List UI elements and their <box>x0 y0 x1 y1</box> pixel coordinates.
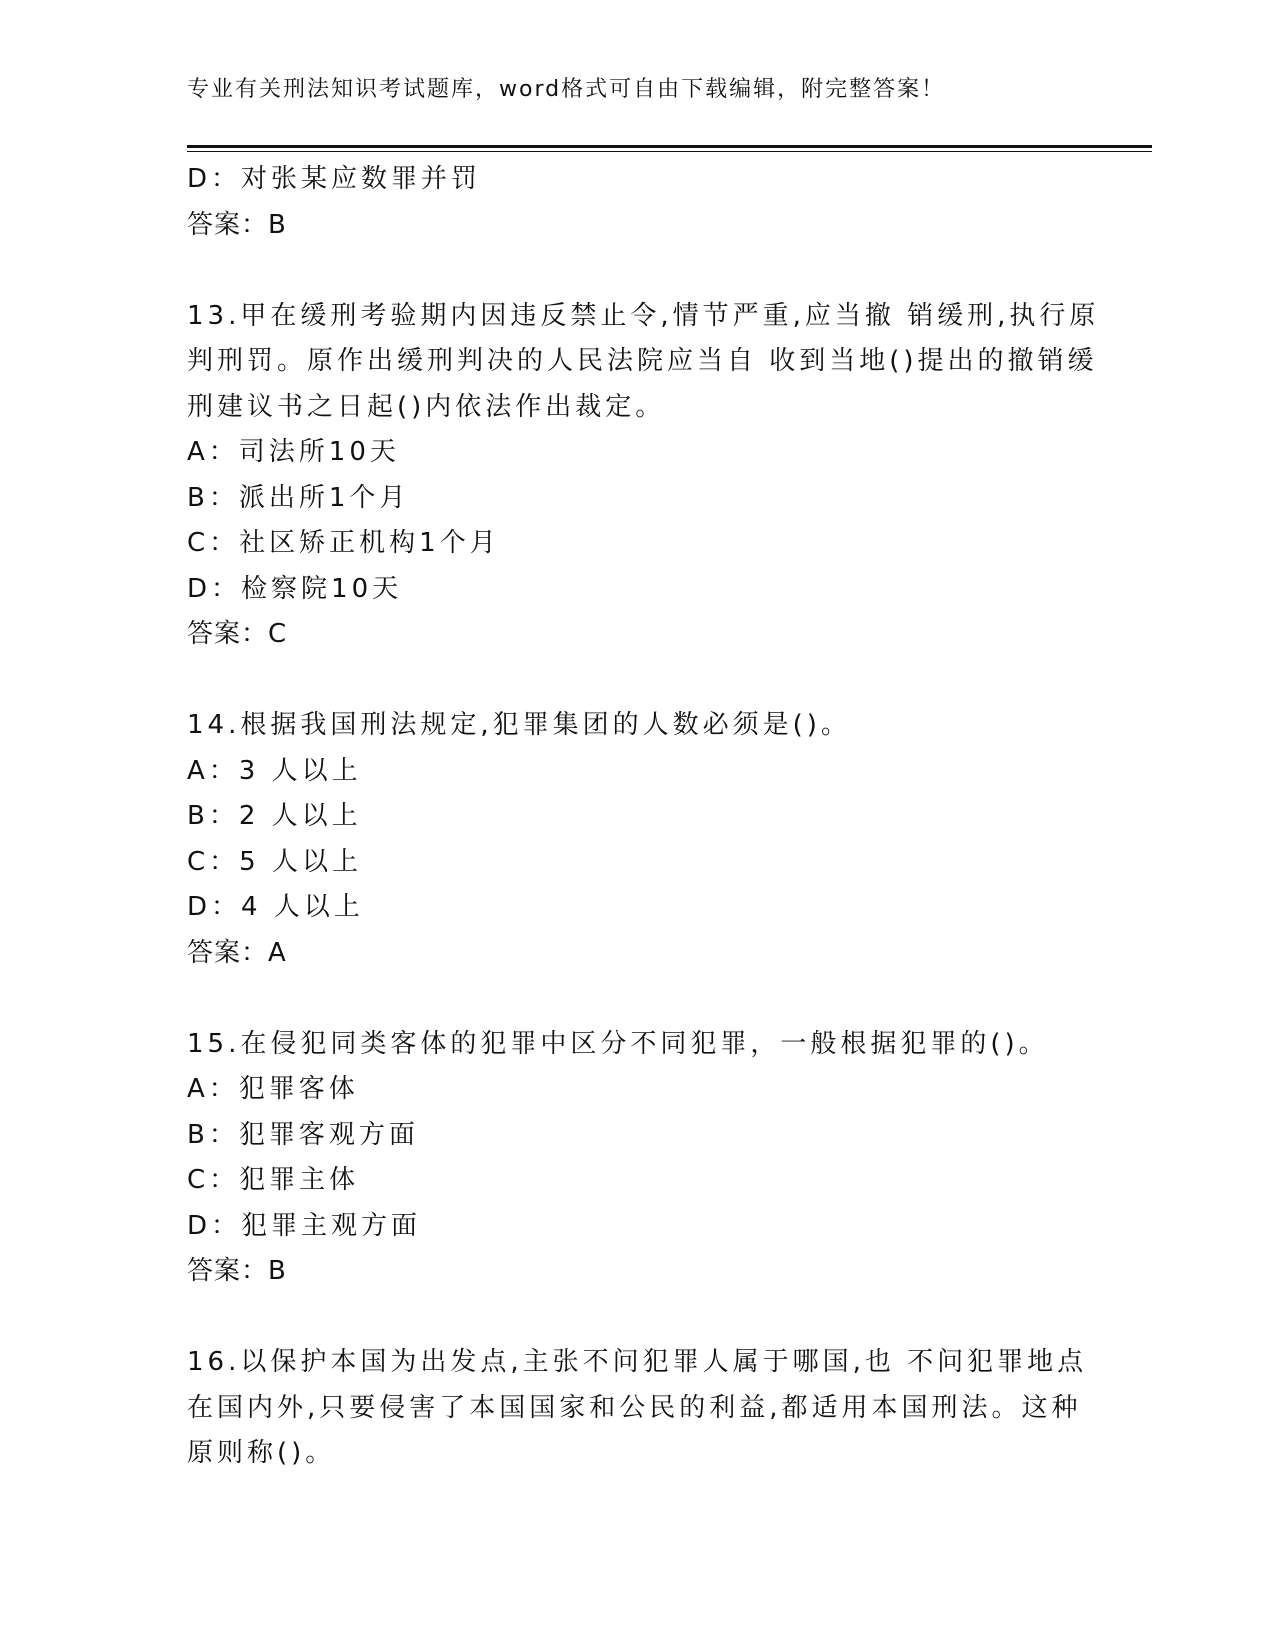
question-12-tail <box>187 157 1117 248</box>
spacer <box>187 1295 1117 1341</box>
question-stem-line: 13.甲在缓刑考验期内因违反禁止令,情节严重,应当撤 销缓刑,执行原 <box>187 300 1100 331</box>
question-stem-line: 15.在侵犯同类客体的犯罪中区分不同犯罪，一般根据犯罪的()。 <box>187 1028 1049 1059</box>
question-16 <box>187 1340 1117 1477</box>
spacer <box>187 976 1117 1022</box>
question-stem-line: 14.根据我国刑法规定,犯罪集团的人数必须是()。 <box>187 710 851 740</box>
answer: 答案：B <box>187 1256 287 1286</box>
option-d: D：检察院10天 <box>187 573 403 604</box>
option-d: D：犯罪主观方面 <box>187 1210 422 1241</box>
option-a: A：犯罪客体 <box>187 1074 359 1104</box>
header-rule-thin <box>187 151 1152 152</box>
question-stem-line: 判刑罚。原作出缓刑判决的人民法院应当自 收到当地()提出的撤销缓 <box>187 346 1098 376</box>
spacer <box>187 658 1117 704</box>
page-header: 专业有关刑法知识考试题库，word格式可自由下载编辑，附完整答案！ <box>187 77 946 102</box>
header-rule-thick <box>187 145 1152 148</box>
option-a: A：3 人以上 <box>187 755 362 786</box>
option-b: B：犯罪客观方面 <box>187 1119 419 1150</box>
option-d: D：对张某应数罪并罚 <box>187 164 482 194</box>
option-d: D：4 人以上 <box>187 892 364 922</box>
spacer <box>187 248 1117 294</box>
option-b: B：2 人以上 <box>187 801 362 831</box>
answer: 答案：C <box>187 619 288 649</box>
option-a: A：司法所10天 <box>187 437 400 467</box>
question-14 <box>187 703 1117 976</box>
question-15 <box>187 1022 1117 1295</box>
option-c: C：犯罪主体 <box>187 1165 360 1195</box>
question-13 <box>187 294 1117 658</box>
answer: 答案：B <box>187 209 287 240</box>
option-b: B：派出所1个月 <box>187 482 410 513</box>
answer: 答案：A <box>187 937 287 968</box>
document-body <box>187 157 1117 1477</box>
question-stem-line: 原则称()。 <box>187 1438 336 1468</box>
question-stem-line: 在国内外,只要侵害了本国国家和公民的利益,都适用本国刑法。这种 <box>187 1392 1082 1423</box>
option-c: C：5 人以上 <box>187 846 362 877</box>
option-c: C：社区矫正机构1个月 <box>187 528 500 558</box>
question-stem-line: 16.以保护本国为出发点,主张不问犯罪人属于哪国,也 不问犯罪地点 <box>187 1347 1088 1377</box>
question-stem-line: 刑建议书之日起()内依法作出裁定。 <box>187 391 666 422</box>
